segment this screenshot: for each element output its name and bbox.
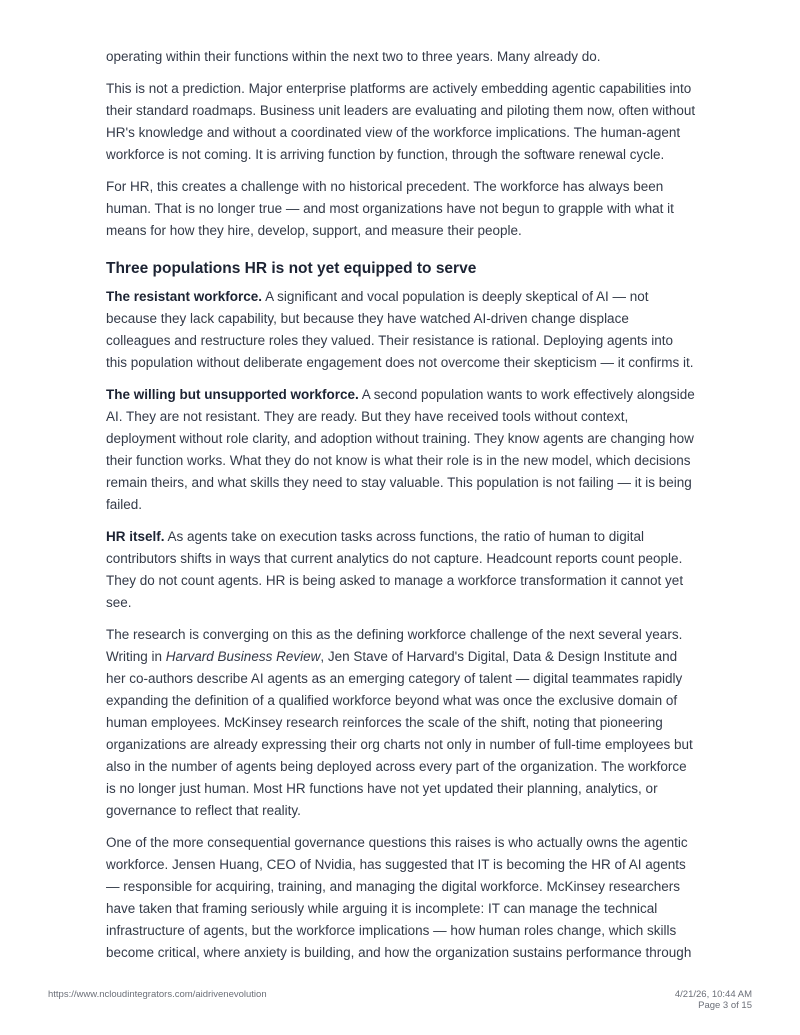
footer-url: https://www.ncloudintegrators.com/aidrivenevolution <box>48 989 267 1000</box>
population-label: The willing but unsupported workforce. <box>106 387 359 402</box>
paragraph-hr-challenge: For HR, this creates a challenge with no historical precedent. The workforce has always been human. That is no longer true — and most organizations have not begun to grapple with what it means for how they hire, develop, support, and measure their people. <box>106 179 674 238</box>
paragraph-research <box>106 624 696 822</box>
paragraph-hr-itself <box>106 526 696 614</box>
publication-title: Harvard Business Review <box>165 649 321 664</box>
paragraph-governance: One of the more consequential governance questions this raises is who actually owns the agentic workforce. Jensen Huang, CEO of Nvidia, has suggested that IT is becoming the HR of AI agents — responsible for acquiring, training, and managing the digital workforce. McKinsey researchers have taken that framing seriously while arguing it is incomplete: IT can manage the technical infrastructure of agents, but the workforce implications — how human roles change, which skills become critical, where anxiety is building, and how the organization sustains performance through <box>106 835 692 960</box>
footer-page-number: Page 3 of 15 <box>698 1000 752 1011</box>
population-label: HR itself. <box>106 529 165 544</box>
population-label: The resistant workforce. <box>106 289 263 304</box>
paragraph-willing-workforce <box>106 384 696 516</box>
population-text: A second population wants to work effectively alongside AI. They are not resistant. They are ready. But they have received tools without context, deployment without role clarity, and adoption without training. They know agents are changing how their function works. What they do not know is what their role is in the new model, which decisions remain theirs, and what skills they need to stay valuable. This population is not failing — it is being failed. <box>106 387 695 512</box>
paragraph-resistant-workforce <box>106 286 696 374</box>
paragraph-not-a-prediction: This is not a prediction. Major enterprise platforms are actively embedding agentic capabilities into their standard roadmaps. Business unit leaders are evaluating and piloting them now, often without HR's knowledge and without a coordinated view of the workforce implications. The human-agent workforce is not coming. It is arriving function by function, through the software renewal cycle. <box>106 81 696 162</box>
paragraph-continuation: operating within their functions within the next two to three years. Many already do. <box>106 49 601 64</box>
research-text-after: , Jen Stave of Harvard's Digital, Data & Design Institute and her co-authors describe AI agents as an emerging category of talent — digital teammates rapidly expanding the definition of a qualified workforce beyond what was once the exclusive domain of human employees. McKinsey research reinforces the scale of the shift, noting that pioneering organizations are already expressing their org charts not only in number of full-time employees but also in the number of agents being deployed across every part of the organization. The workforce is no longer just human. Most HR functions have not yet updated their planning, analytics, or governance to reflect that reality. <box>106 649 693 818</box>
document-body <box>106 46 696 974</box>
research-text-before: The research is converging on this as the defining workforce challenge of the next several years. Writing in <box>106 627 683 664</box>
footer-meta <box>675 989 752 1011</box>
section-heading: Three populations HR is not yet equipped to serve <box>106 260 477 277</box>
footer-datetime: 4/21/26, 10:44 AM <box>674 989 752 1000</box>
population-text: A significant and vocal population is deeply skeptical of AI — not because they lack capability, but because they have watched AI-driven change displace colleagues and restructure roles they valued. Their resistance is rational. Deploying agents into this population without deliberate engagement does not overcome their skepticism — it confirms it. <box>106 289 694 370</box>
population-text: As agents take on execution tasks across functions, the ratio of human to digital contributors shifts in ways that current analytics do not capture. Headcount reports count people. They do not count agents. HR is being asked to manage a workforce transformation it cannot yet see. <box>106 529 684 610</box>
